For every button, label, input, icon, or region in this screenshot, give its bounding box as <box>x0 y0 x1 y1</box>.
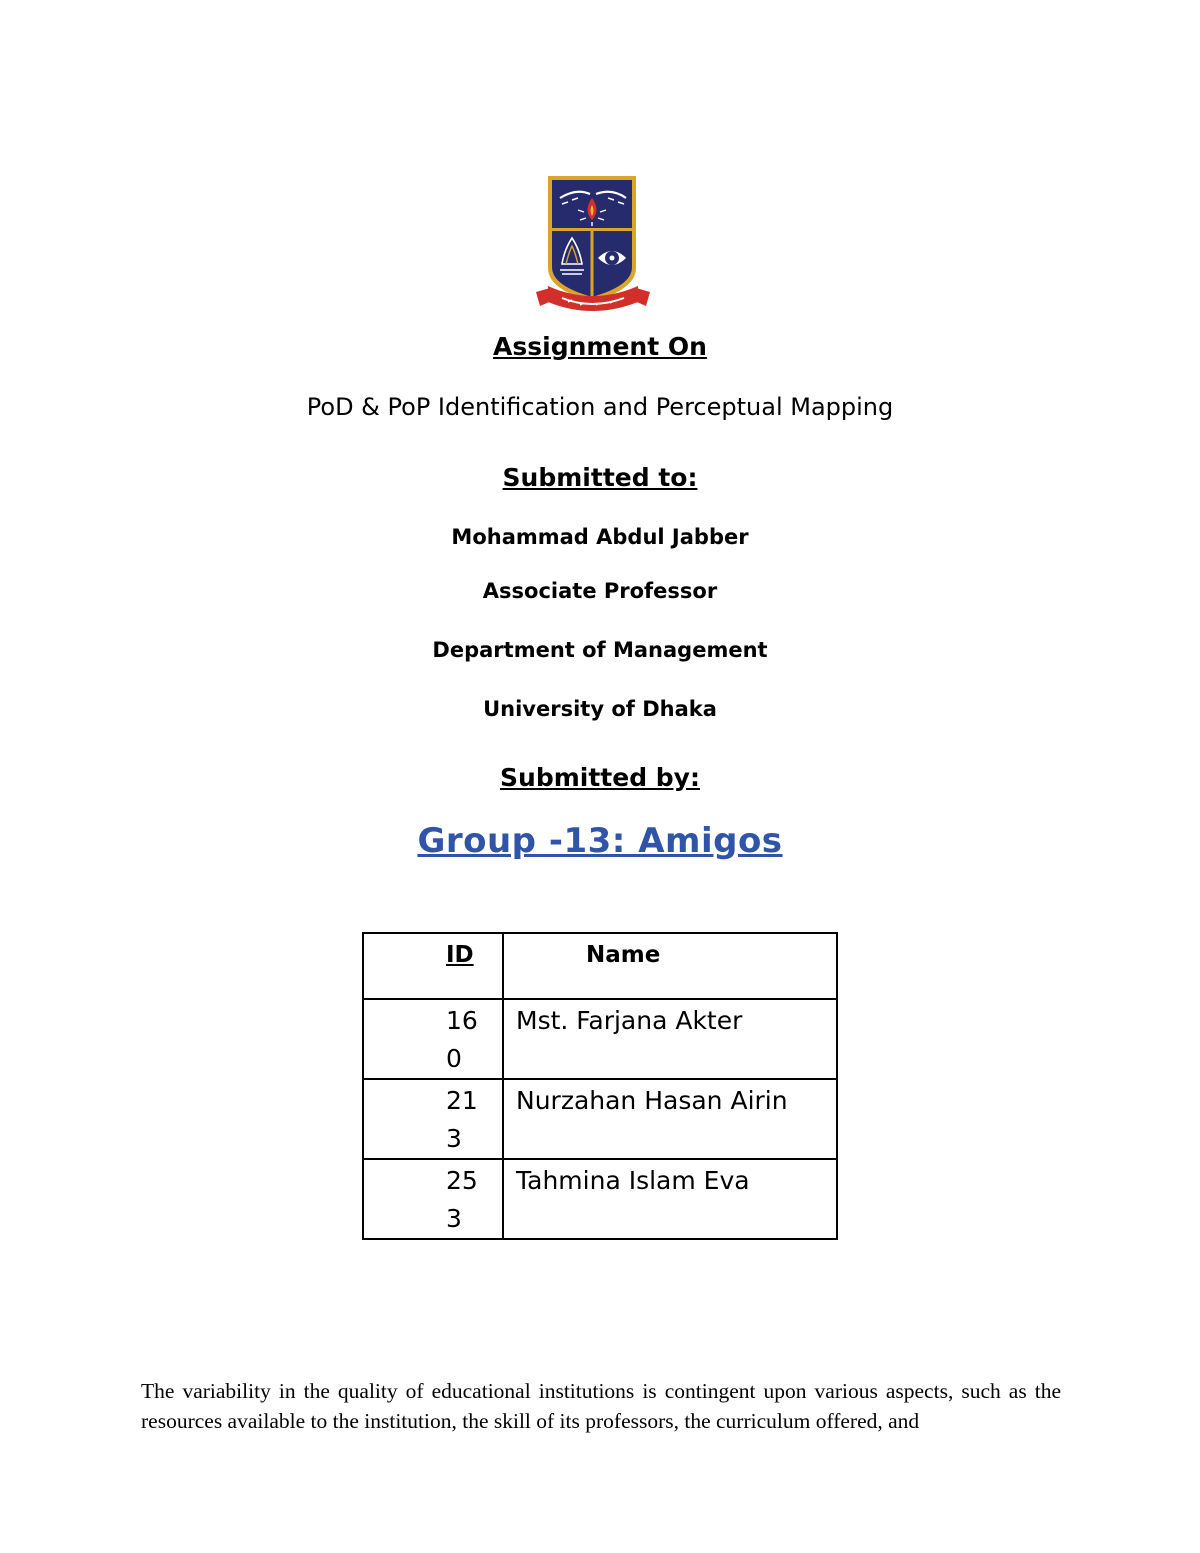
teacher-name: Mohammad Abdul Jabber <box>451 525 749 549</box>
member-id: 253 <box>446 1166 478 1233</box>
member-id-cell <box>363 1079 503 1159</box>
name-column-header <box>503 933 837 999</box>
teacher-department: Department of Management <box>432 638 768 662</box>
name-header-label: Name <box>586 942 661 968</box>
university-crest-logo <box>532 172 654 320</box>
table-row <box>363 1159 837 1239</box>
member-id-cell <box>363 999 503 1079</box>
table-header-row <box>363 933 837 999</box>
teacher-university: University of Dhaka <box>483 697 717 721</box>
member-name-cell <box>503 999 837 1079</box>
member-name: Nurzahan Hasan Airin <box>516 1086 788 1115</box>
crest-svg <box>532 172 654 320</box>
group-members-table <box>362 932 838 1240</box>
member-id: 213 <box>446 1086 478 1153</box>
table-row <box>363 999 837 1079</box>
member-id-cell <box>363 1159 503 1239</box>
id-header-label: ID <box>446 942 474 968</box>
body-paragraph: The variability in the quality of educational institutions is contingent upon various aspects, such as the resources available to the institution, the skill of its professors, the curriculum offered, and <box>141 1378 1061 1433</box>
member-name-cell <box>503 1159 837 1239</box>
member-name-cell <box>503 1079 837 1159</box>
id-column-header <box>363 933 503 999</box>
table-row <box>363 1079 837 1159</box>
member-name: Tahmina Islam Eva <box>516 1166 750 1195</box>
teacher-position: Associate Professor <box>482 579 718 603</box>
assignment-heading: Assignment On <box>493 332 707 361</box>
submitted-to-heading: Submitted to: <box>502 463 698 492</box>
submitted-by-heading: Submitted by: <box>500 763 700 792</box>
member-id: 160 <box>446 1006 478 1073</box>
member-name: Mst. Farjana Akter <box>516 1006 743 1035</box>
group-title: Group -13: Amigos <box>417 821 783 861</box>
assignment-title: PoD & PoP Identification and Perceptual Mapping <box>306 393 894 421</box>
